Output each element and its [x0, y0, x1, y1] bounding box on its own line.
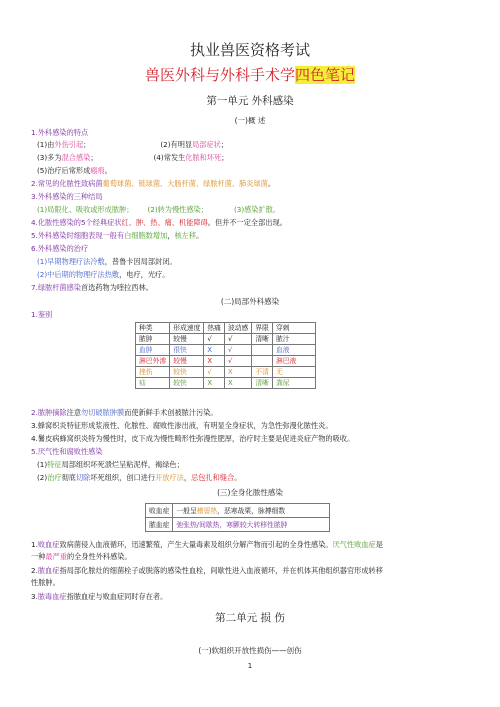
table-cell: 败血症: [146, 504, 173, 518]
table-header-cell: 种类: [136, 323, 170, 334]
table-cell: 不清: [252, 367, 273, 378]
table-cell: [252, 356, 273, 367]
septicemia-note-cont: 一种最严重的全身性外科感染。: [31, 552, 132, 561]
table-header-cell: 热痛: [204, 323, 225, 334]
abscess-note: 2.脓肿摘除注意勿切破脓肿膜而使新鲜手术创被脓汁污染。: [31, 408, 218, 417]
table-row: [136, 378, 316, 389]
septicemia-note: 1.败血症致病菌侵入血液循环，迅速繁殖，产生大量毒素及组织分解产物而引起的全身性感染。厌气性败血症是: [31, 540, 383, 549]
table-cell: X: [204, 378, 225, 389]
table-row: [146, 518, 330, 532]
table-cell: √: [204, 334, 225, 345]
table-cell: 淋巴外渗: [136, 356, 170, 367]
table-row: [136, 367, 316, 378]
point-4: 4.化脓性感染的5个经典症状红、肿、热、痛、机能障碍。但并不一定全部出现。: [31, 218, 287, 227]
table-cell: X: [204, 345, 225, 356]
septicopyemia-note: 3.脓毒血症指脓血症与败血症同时存在者。: [31, 592, 168, 601]
table-cell: 脓血症: [146, 518, 173, 532]
table-cell: 粪尿: [272, 378, 315, 389]
subtitle-text: 兽医外科与外科手术学: [144, 66, 295, 84]
table-cell: X: [224, 367, 251, 378]
point-3-list: (1)局限化、吸收或形成脓肿； (2)转为慢性感染； (3)感染扩散。: [37, 205, 281, 214]
point-1-3: (5)治疗后常形成瘢痕。: [37, 166, 112, 175]
pyemia-note: 2.脓血症指局部化脓灶的细菌栓子或脱落的感染性血栓，间歇性进入血液循环，并在机体其他组织器官形成转移: [31, 566, 383, 575]
chronic-cellulitis-note: 4.鬐皮病蜂窝织炎特为慢性时，皮下成为慢性畸形性弥漫性肥厚，治疗时主要是促进炎症产物的吸收。: [31, 434, 355, 443]
table-header-cell: 形成速度: [170, 323, 204, 334]
point-7: 7.绿脓杆菌感染首选药物为喹拉西林。: [31, 283, 153, 292]
point-3: 3.外科感染的三种结局: [31, 192, 103, 201]
table-cell: 淋巴液: [272, 356, 315, 367]
point-1: 1.外科感染的特点: [31, 128, 89, 137]
identification-table: [135, 322, 316, 389]
identify-heading: 1.鉴别: [31, 310, 53, 319]
table-row: [136, 356, 316, 367]
document-title: 执业兽医资格考试: [189, 41, 310, 59]
table-cell: 较快: [170, 367, 204, 378]
table-cell: 清晰: [252, 334, 273, 345]
table-cell: 脓汁: [272, 334, 315, 345]
table-header-cell: 穿刺: [272, 323, 315, 334]
page-number: 1: [247, 662, 253, 670]
unit2-sec1-title: (一)软组织开放性损伤——创伤: [198, 646, 302, 655]
table-cell: 弛张热/间歇热，寒颤较大转移性脓肿: [173, 518, 330, 532]
point-6-2: (2)中后期的物理疗法热敷，电疗，光疗。: [37, 270, 170, 279]
table-cell: √: [224, 345, 251, 356]
table-row: [136, 334, 316, 345]
table-cell: 较慢: [170, 356, 204, 367]
unit1-sec3-title: (三)全身化脓性感染: [217, 488, 283, 497]
table-row: [146, 504, 330, 518]
point-6: 6.外科感染的治疗: [31, 244, 89, 253]
table-cell: √: [224, 334, 251, 345]
cellulitis-note: 3.蜂窝织炎特征形成浆液性、化脓性、腐败性渗出液，有明显全身症状，为急性弥漫化脓性炎。: [31, 421, 333, 430]
point-5: 5.外科感染时细胞表现一般有白细胞数增加，核左移。: [31, 231, 204, 240]
table-cell: √: [224, 356, 251, 367]
anaerobic-feature: (1)特征局部组织坏死溃烂呈粘泥样，褐绿色；: [37, 460, 184, 469]
table-cell: 挫伤: [136, 367, 170, 378]
anaerobic-heading: 5.厌气性和腐败性感染: [31, 447, 103, 456]
document-subtitle: [0, 66, 500, 84]
point-6-1: (1)早期物理疗法冷敷，普鲁卡因局部封闭。: [37, 257, 177, 266]
table-cell: 较慢: [170, 334, 204, 345]
point-1-1: (1)由外伤引起； (2)有明显局部症状；: [37, 140, 229, 149]
table-cell: 血液: [272, 345, 315, 356]
point-1-2: (3)多为混合感染； (4)常发生化脓和坏死；: [37, 153, 229, 162]
unit1-sec2-title: (二)局部外科感染: [220, 297, 280, 306]
table-cell: 较快: [170, 378, 204, 389]
table-cell: 疝: [136, 378, 170, 389]
unit2-title: 第二单元 损 伤: [215, 612, 285, 624]
table-cell: 清晰: [252, 378, 273, 389]
table-header-row: [136, 323, 316, 334]
table-cell: 一般呈稽留热，恶寒战栗，脉搏细数: [173, 504, 330, 518]
unit1-sec1-title: (一)概 述: [234, 116, 266, 125]
table-cell: X: [224, 378, 251, 389]
table-cell: 血肿: [136, 345, 170, 356]
systemic-infection-table: [145, 503, 330, 532]
table-cell: √: [204, 367, 225, 378]
subtitle-highlight: 四色笔记: [295, 66, 356, 84]
table-cell: 无: [272, 367, 315, 378]
table-header-cell: 波动感: [224, 323, 251, 334]
pyemia-note-cont: 性脓肿。: [31, 578, 60, 587]
table-cell: [252, 345, 273, 356]
point-2: 2.常见的化脓性致病菌葡萄球菌、链球菌、大肠杆菌、绿脓杆菌、肺炎球菌。: [31, 179, 276, 188]
table-header-cell: 界限: [252, 323, 273, 334]
table-row: [136, 345, 316, 356]
unit1-title: 第一单元 外科感染: [206, 95, 294, 107]
table-cell: X: [204, 356, 225, 367]
anaerobic-treatment: (2)治疗彻底切除坏死组织，创口进行开放疗法，忌包扎和缝合。: [37, 473, 242, 482]
table-cell: 脓肿: [136, 334, 170, 345]
table-cell: 很快: [170, 345, 204, 356]
